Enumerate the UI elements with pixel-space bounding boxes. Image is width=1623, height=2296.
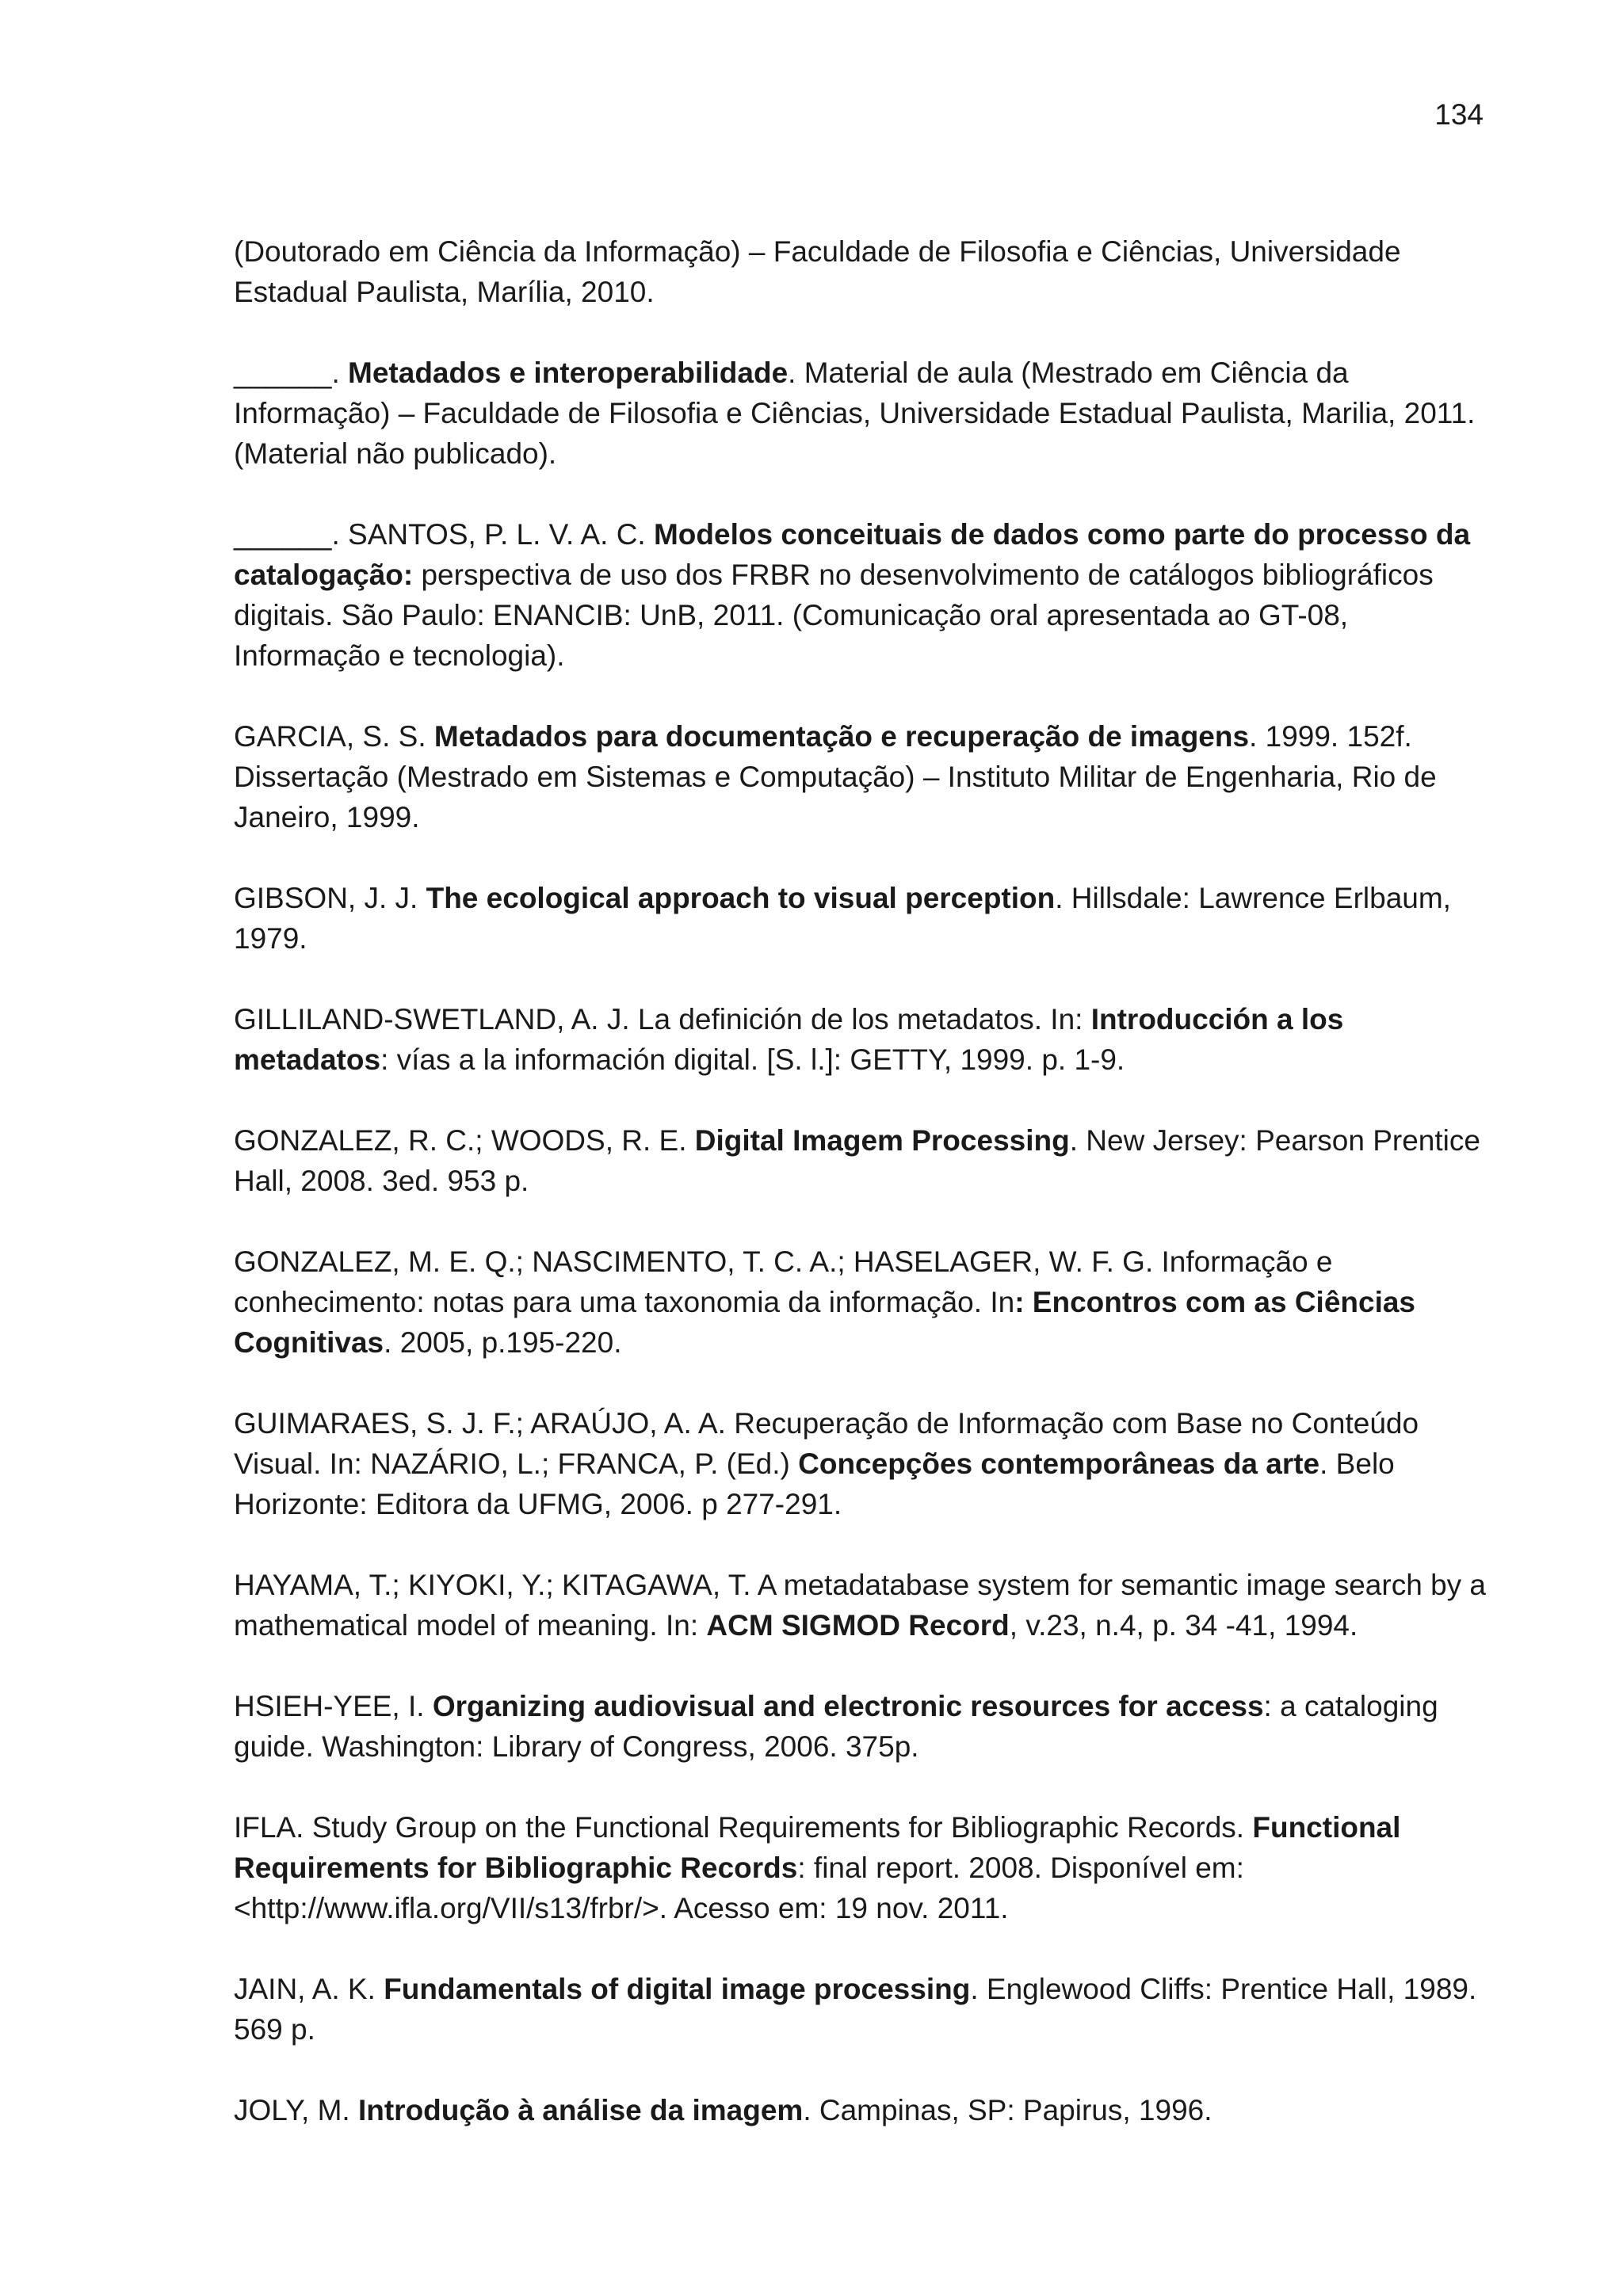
- reference-text: JAIN, A. K.: [234, 1973, 384, 2005]
- reference-title: Concepções contemporâneas da arte: [798, 1447, 1320, 1480]
- reference-entry: [234, 1969, 1486, 2050]
- reference-text: GONZALEZ, R. C.; WOODS, R. E.: [234, 1124, 695, 1157]
- reference-title: Metadados para documentação e recuperação de imagens: [433, 720, 1250, 753]
- reference-text: ______. SANTOS, P. L. V. A. C.: [234, 518, 654, 551]
- reference-text: . 2005, p.195-220.: [384, 1326, 622, 1359]
- reference-text: (Doutorado em Ciência da Informação) – Faculdade de Filosofia e Ciências, Universidade Estadual Paulista, Marília, 2010.: [234, 235, 1401, 308]
- reference-entry: [234, 1565, 1486, 1646]
- reference-text: GARCIA, S. S.: [234, 720, 434, 753]
- reference-text: . Belo Horizonte: Editora da UFMG, 2006. p 277-291.: [234, 1447, 1395, 1520]
- reference-text: . Material de aula (Mestrado em Ciência da Informação) – Faculdade de Filosofia e Ciências, Universidade Estadual Paulista, Marilia, 2011. (Material não publicado).: [234, 357, 1476, 470]
- reference-entry: [234, 1686, 1486, 1767]
- reference-title: Metadados e interoperabilidade: [348, 357, 789, 389]
- reference-title: Organizing audiovisual and electronic resources for access: [432, 1690, 1264, 1722]
- reference-text: : vías a la información digital. [S. l.]: GETTY, 1999. p. 1-9.: [380, 1043, 1125, 1076]
- reference-text: . Hillsdale: Lawrence Erlbaum, 1979.: [234, 882, 1451, 955]
- reference-title: The ecological approach to visual perception: [426, 882, 1056, 914]
- reference-entry: [234, 878, 1486, 959]
- reference-title: Functional Requirements for Bibliographic Records: [234, 1811, 1401, 1884]
- page-number: 134: [1434, 98, 1484, 131]
- reference-text: JOLY, M.: [234, 2094, 358, 2126]
- reference-text: GONZALEZ, M. E. Q.; NASCIMENTO, T. C. A.; HASELAGER, W. F. G. Informação e conhecimento: notas para uma taxonomia da informação. In: [234, 1245, 1333, 1318]
- reference-title: Digital Imagem Processing: [694, 1124, 1070, 1157]
- reference-title: Introducción a los metadatos: [234, 1003, 1344, 1076]
- reference-title: Introdução à análise da imagem: [357, 2094, 804, 2126]
- reference-text: GUIMARAES, S. J. F.; ARAÚJO, A. A. Recuperação de Informação com Base no Conteúdo Visual. In: NAZÁRIO, L.; FRANCA, P. (Ed.): [234, 1407, 1419, 1480]
- reference-text: , v.23, n.4, p. 34 -41, 1994.: [1009, 1609, 1358, 1642]
- reference-entry: [234, 1241, 1486, 1363]
- reference-entry: [234, 1403, 1486, 1524]
- reference-entry: [234, 514, 1486, 676]
- reference-text: HSIEH-YEE, I.: [234, 1690, 433, 1722]
- reference-text: . Campinas, SP: Papirus, 1996.: [803, 2094, 1212, 2126]
- reference-text: HAYAMA, T.; KIYOKI, Y.; KITAGAWA, T. A metadatabase system for semantic image search by a mathematical model of meaning. In:: [234, 1569, 1486, 1642]
- reference-title: ACM SIGMOD Record: [706, 1609, 1010, 1642]
- reference-title: Fundamentals of digital image processing: [384, 1973, 971, 2005]
- reference-text: perspectiva de uso dos FRBR no desenvolvimento de catálogos bibliográficos digitais. São Paulo: ENANCIB: UnB, 2011. (Comunicação oral apresentada ao GT-08, Informação e tecnologia).: [234, 559, 1434, 672]
- reference-entry: [234, 1120, 1486, 1201]
- reference-entry: [234, 1807, 1486, 1928]
- reference-entry: [234, 353, 1486, 474]
- reference-text: GIBSON, J. J.: [234, 882, 426, 914]
- reference-list: [234, 231, 1486, 2171]
- reference-entry: [234, 999, 1486, 1080]
- reference-text: : a cataloging guide. Washington: Library of Congress, 2006. 375p.: [234, 1690, 1438, 1763]
- reference-text: : final report. 2008. Disponível em: <http://www.ifla.org/VII/s13/frbr/>. Acesso em: 19 nov. 2011.: [234, 1852, 1244, 1924]
- reference-entry: [234, 2090, 1486, 2130]
- reference-text: GILLILAND-SWETLAND, A. J. La definición de los metadatos. In:: [234, 1003, 1091, 1035]
- reference-text: ______.: [234, 357, 349, 389]
- reference-text: . 1999. 152f. Dissertação (Mestrado em Sistemas e Computação) – Instituto Militar de Engenharia, Rio de Janeiro, 1999.: [234, 720, 1437, 833]
- reference-entry: [234, 716, 1486, 837]
- reference-title: Modelos conceituais de dados como parte do processo da catalogação:: [234, 518, 1471, 591]
- reference-text: . New Jersey: Pearson Prentice Hall, 2008. 3ed. 953 p.: [234, 1124, 1480, 1197]
- reference-text: . Englewood Cliffs: Prentice Hall, 1989. 569 p.: [234, 1973, 1477, 2046]
- reference-title: : Encontros com as Ciências Cognitivas: [234, 1286, 1416, 1359]
- reference-text: IFLA. Study Group on the Functional Requirements for Bibliographic Records.: [234, 1811, 1253, 1844]
- reference-entry: [234, 231, 1486, 312]
